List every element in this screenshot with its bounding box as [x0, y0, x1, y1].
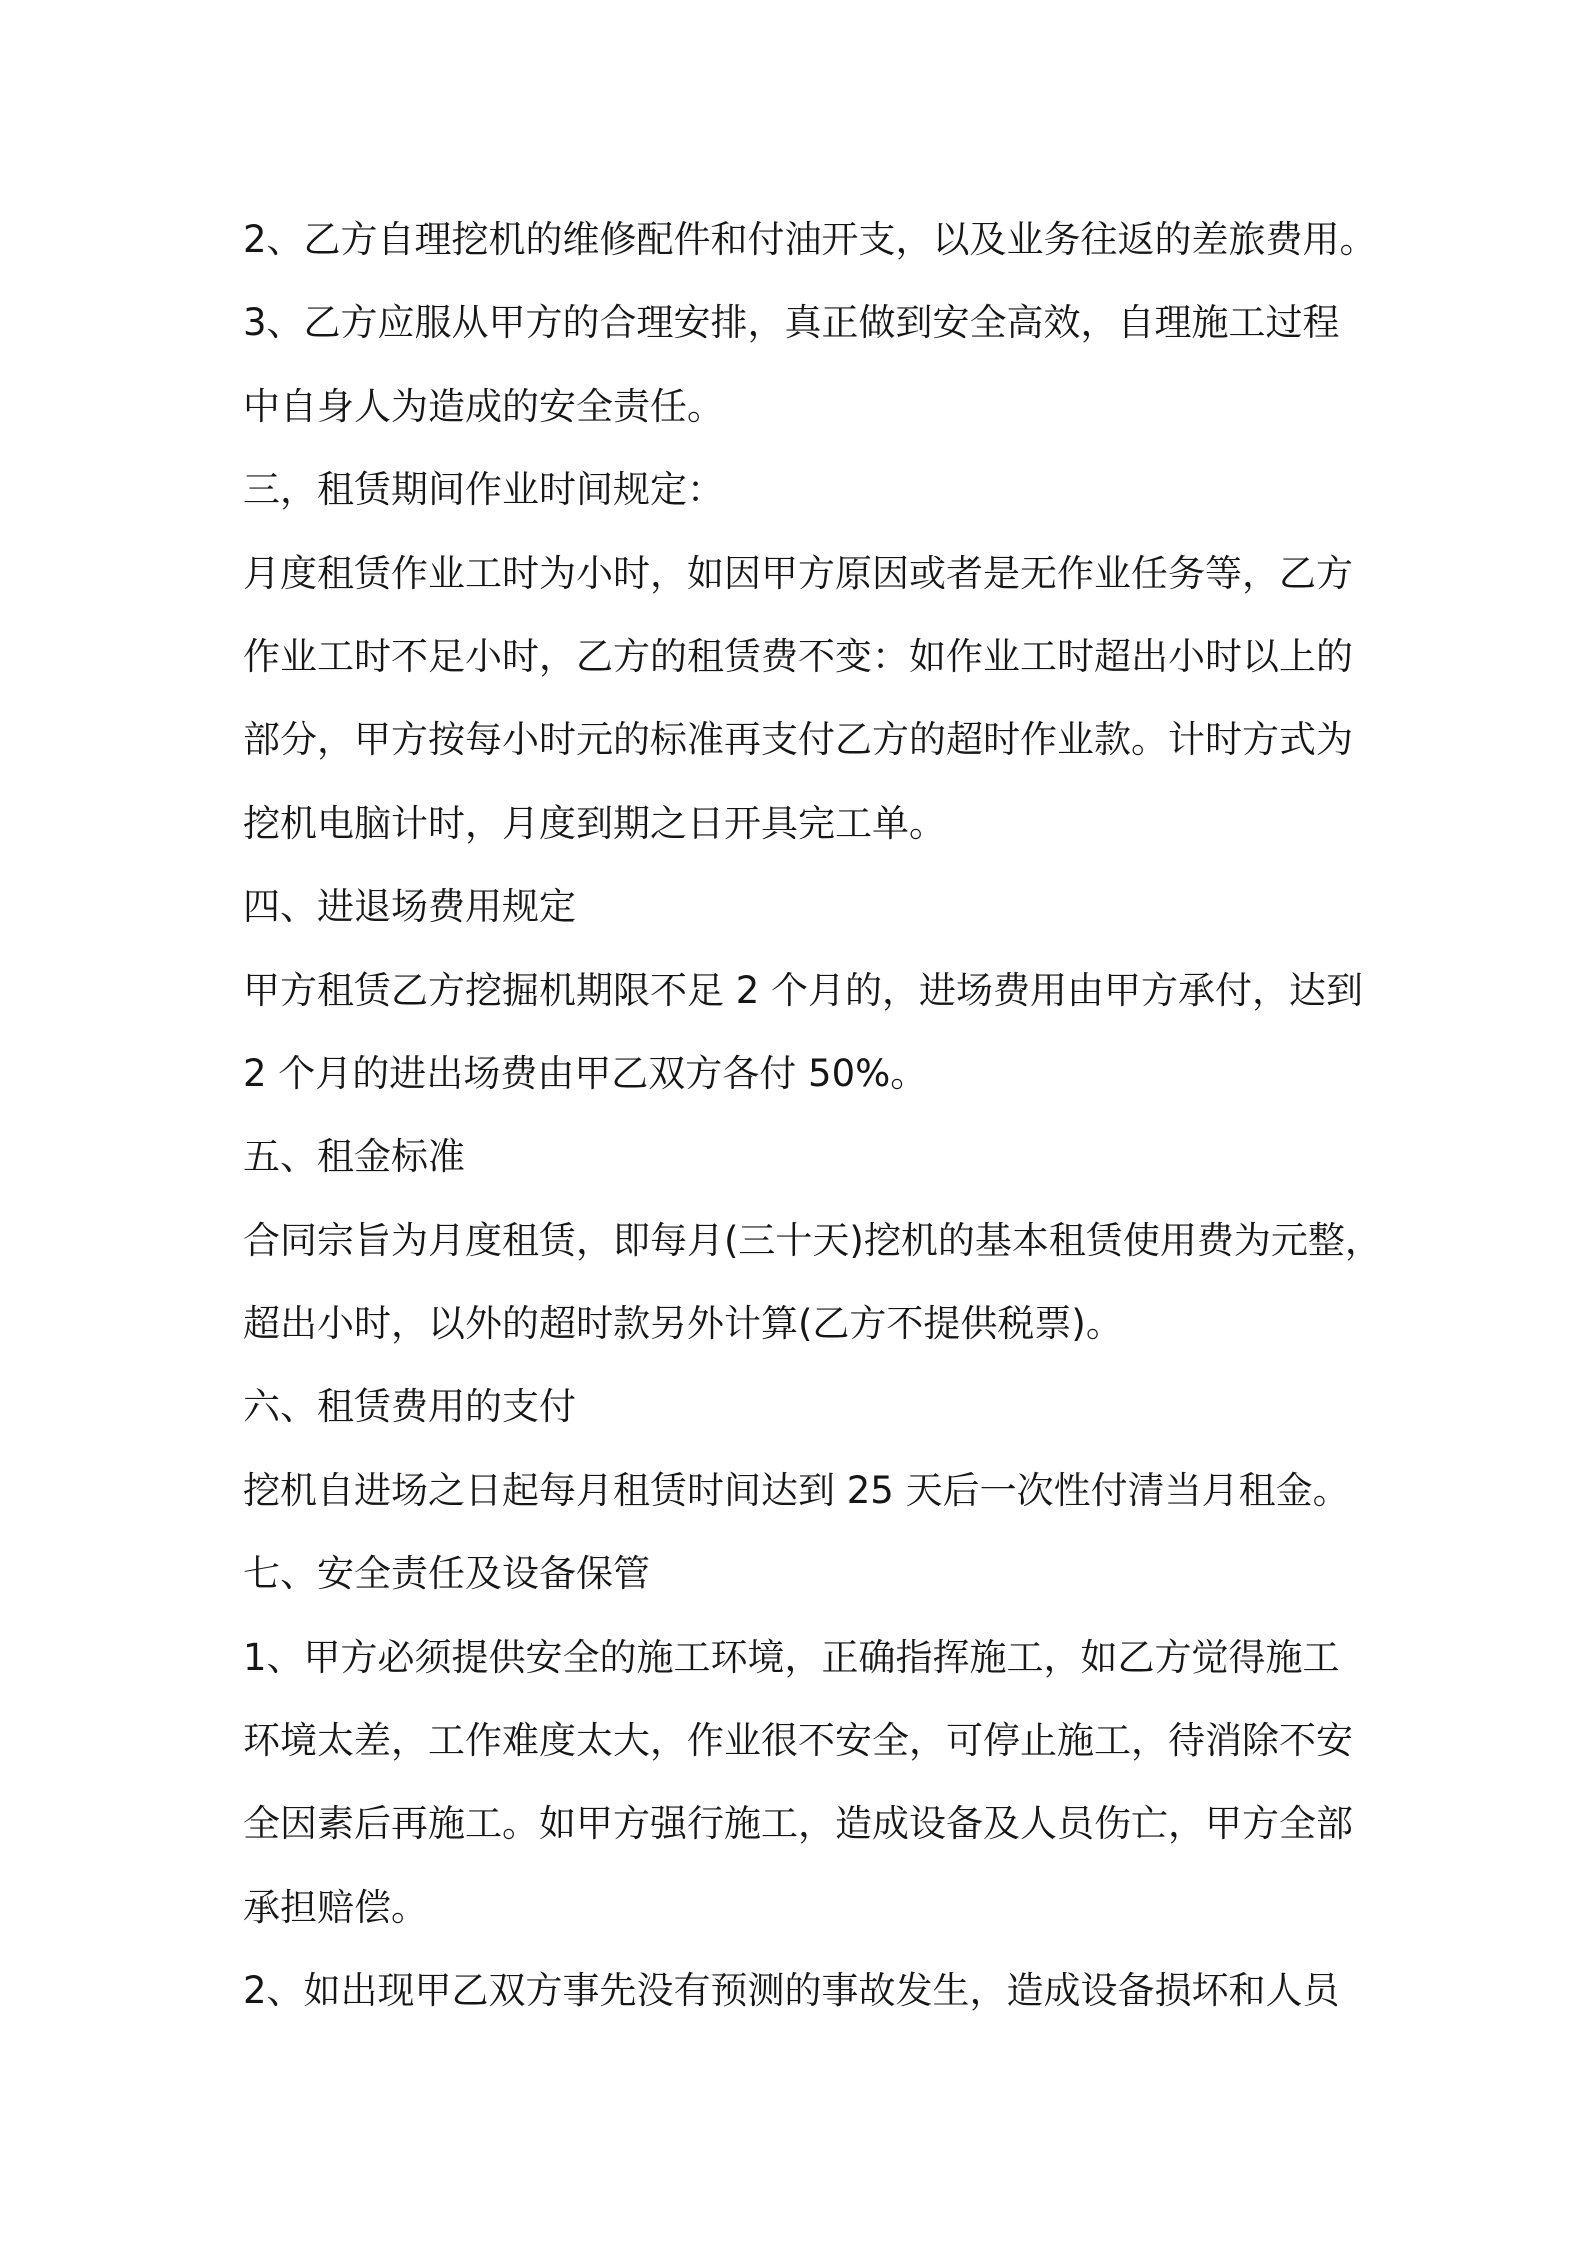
text-line: 环境太差，工作难度太大，作业很不安全，可停止施工，待消除不安 — [243, 1719, 1353, 1763]
text-line: 1、甲方必须提供安全的施工环境，正确指挥施工，如乙方觉得施工 — [243, 1635, 1340, 1679]
section-heading-4: 四、进退场费用规定 — [243, 885, 576, 929]
section-heading-3: 三，租赁期间作业时间规定： — [243, 468, 724, 512]
text-line: 2、如出现甲乙双方事先没有预测的事故发生，造成设备损坏和人员 — [243, 1969, 1340, 2013]
text-line: 月度租赁作业工时为小时，如因甲方原因或者是无作业任务等，乙方 — [243, 551, 1353, 595]
text-line: 挖机自进场之日起每月租赁时间达到 25 天后一次性付清当月租金。 — [243, 1468, 1350, 1512]
text-line: 全因素后再施工。如甲方强行施工，造成设备及人员伤亡，甲方全部 — [243, 1802, 1353, 1846]
text-line: 超出小时，以外的超时款另外计算(乙方不提供税票)。 — [243, 1302, 1123, 1346]
text-line: 部分，甲方按每小时元的标准再支付乙方的超时作业款。计时方式为 — [243, 718, 1353, 762]
text-line: 中自身人为造成的安全责任。 — [243, 384, 724, 428]
text-line: 甲方租赁乙方挖掘机期限不足 2 个月的，进场费用由甲方承付，达到 — [243, 968, 1364, 1012]
section-heading-6: 六、租赁费用的支付 — [243, 1385, 576, 1429]
section-heading-5: 五、租金标准 — [243, 1135, 465, 1179]
text-line: 3、乙方应服从甲方的合理安排，真正做到安全高效，自理施工过程 — [243, 301, 1340, 345]
document-body — [243, 198, 1383, 2033]
text-line: 合同宗旨为月度租赁，即每月(三十天)挖机的基本租赁使用费为元整， — [243, 1218, 1382, 1262]
section-heading-7: 七、安全责任及设备保管 — [243, 1552, 650, 1596]
text-line: 2、乙方自理挖机的维修配件和付油开支，以及业务往返的差旅费用。 — [243, 218, 1377, 261]
text-line: 2 个月的进出场费由甲乙双方各付 50%。 — [243, 1051, 928, 1095]
text-line: 挖机电脑计时，月度到期之日开具完工单。 — [243, 801, 946, 845]
text-line: 作业工时不足小时，乙方的租赁费不变：如作业工时超出小时以上的 — [243, 634, 1353, 678]
text-line: 承担赔偿。 — [243, 1885, 428, 1929]
